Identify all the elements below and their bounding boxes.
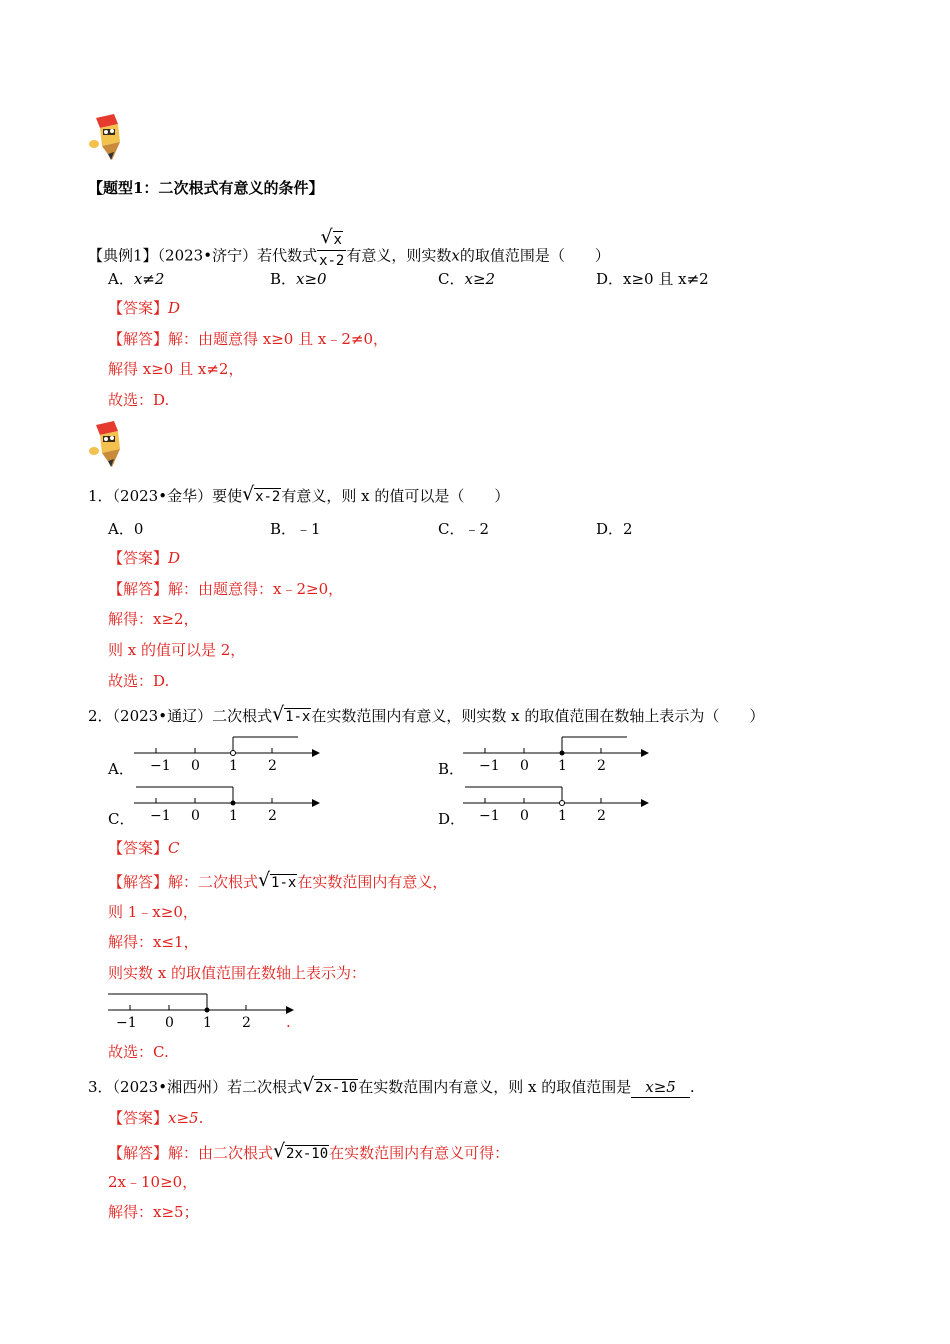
solution-line: 故选：D.	[108, 391, 170, 409]
solution-line: 2x﹣10≥0，	[108, 1173, 198, 1191]
tick-label: 1	[229, 808, 238, 824]
option-d-label: D．	[438, 810, 466, 828]
solution-line: 【解答】解：由二次根式√ 2x-10在实数范围内有意义可得：	[108, 1143, 509, 1164]
option-a: A．x≠2	[108, 270, 165, 288]
radical: √ 2x-10	[273, 1144, 329, 1164]
option-c-label: C．	[108, 810, 135, 828]
option-c: C．﹣2	[438, 520, 490, 538]
question-1: 1．（2023•金华）要使√ x-2有意义，则 x 的值可以是（ ）	[88, 486, 509, 507]
tick-label: −1	[479, 808, 500, 824]
number-line-b	[459, 733, 649, 775]
solution-line: 解得 x≥0 且 x≠2，	[108, 360, 244, 378]
solution-line: 【解答】解：由题意得 x≥0 且 x﹣2≠0，	[108, 330, 388, 348]
option-b: B．﹣1	[270, 520, 321, 538]
tick-label: 2	[268, 758, 277, 774]
solution-line: 则实数 x 的取值范围在数轴上表示为：	[108, 964, 366, 982]
option-a: A．0	[108, 520, 144, 538]
tick-label: −1	[150, 758, 171, 774]
tick-label: 0	[520, 758, 529, 774]
tick-label: 1	[558, 808, 567, 824]
tick-label: 0	[191, 758, 200, 774]
example-question: 【典例1】（2023•济宁）若代数式 √ $\frac{x}{x-2}$ 有意义，则实数x的取值范围是（ ）	[88, 236, 610, 277]
radical: √ 1-x	[272, 707, 311, 727]
tick-label: 0	[191, 808, 200, 824]
option-b-label: B．	[438, 760, 465, 778]
tick-label: −1	[479, 758, 500, 774]
tick-label: 1	[229, 758, 238, 774]
option-b: B．x≥0	[270, 270, 327, 288]
tick-label: 0	[520, 808, 529, 824]
answer-blank: x≥5	[631, 1077, 690, 1098]
solution-line: 解得：x≤1，	[108, 933, 199, 951]
pencil-mascot-icon	[86, 421, 126, 471]
tick-label: 2	[597, 808, 606, 824]
tick-label: 1	[203, 1015, 212, 1031]
radical: √ 1-x	[258, 873, 297, 893]
answer-line: 【答案】x≥5.	[108, 1109, 204, 1127]
example-lead: 【典例1】（2023•济宁）若代数式	[88, 246, 318, 265]
tick-label: 2	[242, 1015, 251, 1031]
number-line-solution	[104, 990, 294, 1032]
answer-line: 【答案】D	[108, 299, 181, 317]
solution-line: 则 1﹣x≥0，	[108, 903, 198, 921]
fraction: √ $\frac{x}{x-2}$	[317, 230, 346, 271]
solution-line: 【解答】解：二次根式√ 1-x在实数范围内有意义，	[108, 872, 447, 893]
solution-line: 解得：x≥5；	[108, 1203, 199, 1221]
question-3: 3．（2023•湘西州）若二次根式√ 2x-10在实数范围内有意义，则 x 的取值范围是 x≥5 .	[88, 1077, 695, 1098]
tick-label: 2	[268, 808, 277, 824]
question-2: 2．（2023•通辽）二次根式√ 1-x在实数范围内有意义，则实数 x 的取值范围在数轴上表示为（ ）	[88, 706, 764, 727]
tick-label: 2	[597, 758, 606, 774]
pencil-mascot-icon	[86, 114, 126, 164]
period: .	[286, 1013, 291, 1031]
option-d: D．x≥0 且 x≠2	[596, 270, 709, 288]
tick-label: 0	[165, 1015, 174, 1031]
tick-label: −1	[116, 1015, 137, 1031]
radical: √ 2x-10	[302, 1078, 358, 1098]
answer-line: 【答案】D	[108, 549, 181, 567]
solution-line: 则 x 的值可以是 2，	[108, 641, 246, 659]
solution-line: 故选：C.	[108, 1043, 169, 1061]
section-heading: 【题型1：二次根式有意义的条件】	[88, 179, 324, 197]
number-line-a	[130, 733, 320, 775]
number-line-d	[459, 783, 649, 825]
option-c: C．x≥2	[438, 270, 496, 288]
tick-label: −1	[150, 808, 171, 824]
number-line-c	[130, 783, 320, 825]
solution-line: 解得：x≥2，	[108, 610, 199, 628]
tick-label: 1	[558, 758, 567, 774]
option-d: D．2	[596, 520, 633, 538]
answer-line: 【答案】C	[108, 839, 180, 857]
solution-line: 故选：D.	[108, 672, 170, 690]
radical: √ x-2	[242, 487, 281, 507]
option-a-label: A．	[108, 760, 134, 778]
solution-line: 【解答】解：由题意得：x﹣2≥0，	[108, 580, 344, 598]
